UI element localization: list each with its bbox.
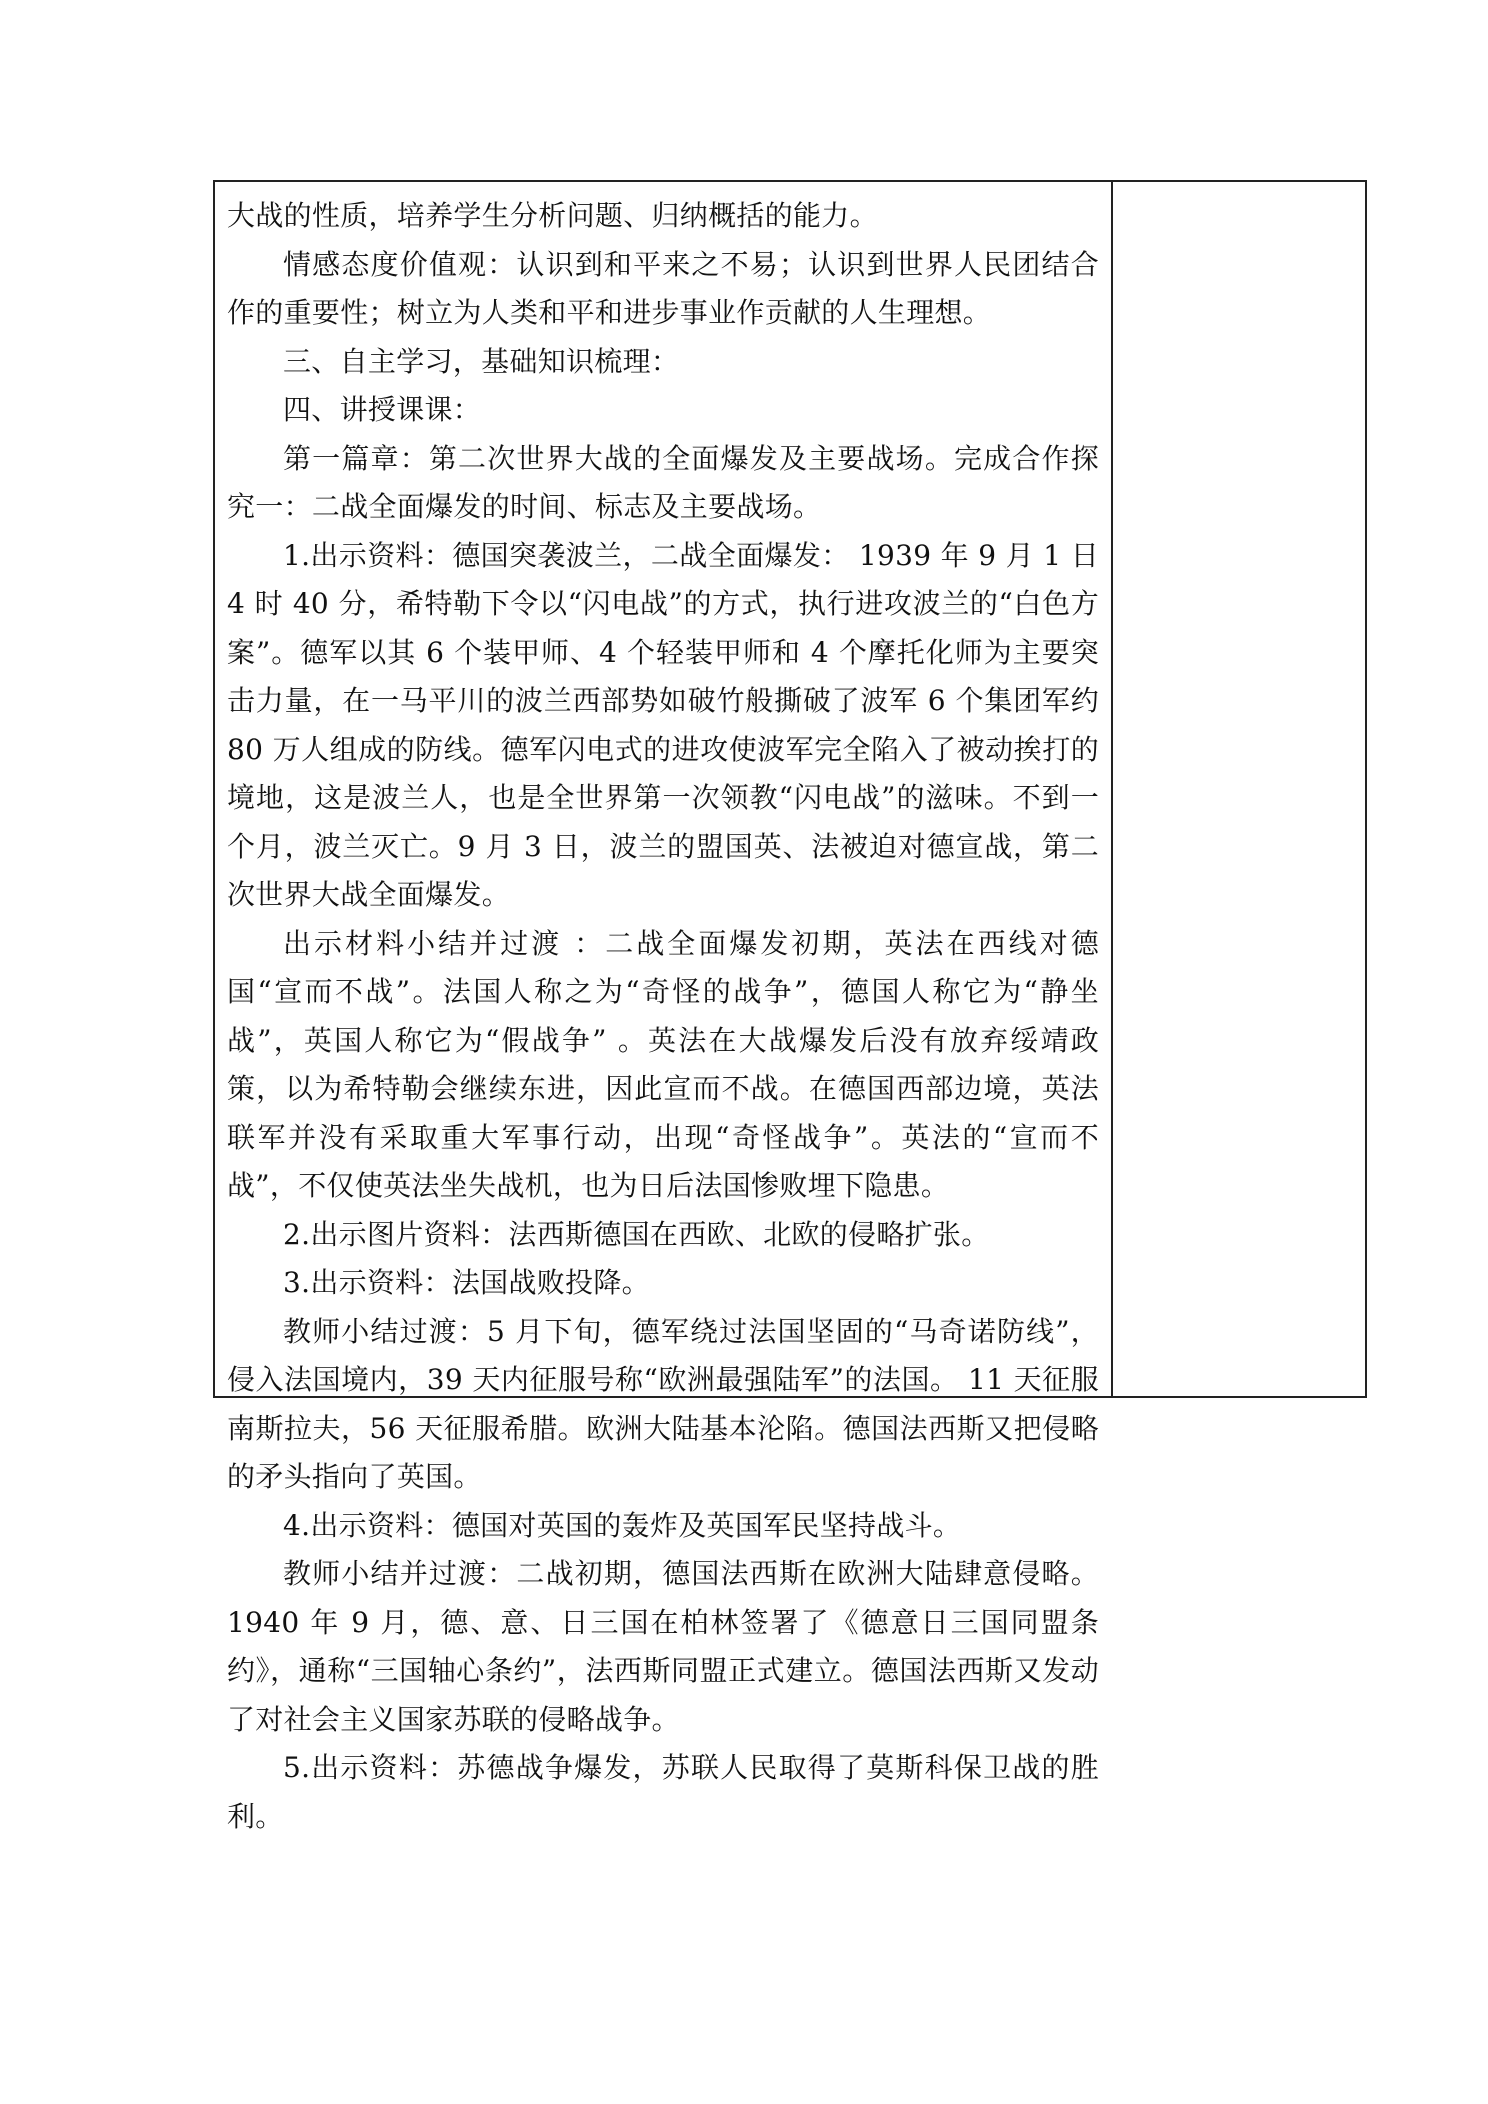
lesson-paragraph: 四、讲授课课： bbox=[283, 393, 482, 426]
lesson-paragraph: 第一篇章：第二次世界大战的全面爆发及主要战场。完成合作探究一：二战全面爆发的时间、标志及主要战场。 bbox=[227, 441, 1099, 523]
lesson-paragraph: 教师小结过渡：5 月下旬，德军绕过法国坚固的“马奇诺防线”，侵入法国境内，39 天内征服号称“欧洲最强陆军”的法国。 11 天征服南斯拉夫，56 天征服希腊。欧洲大陆基本沦陷。德国法西斯又把侵略的矛头指向了英国。 bbox=[227, 1314, 1099, 1493]
lesson-paragraph: 4.出示资料：德国对英国的轰炸及英国军民坚持战斗。 bbox=[283, 1508, 962, 1542]
lesson-paragraph: 情感态度价值观：认识到和平来之不易；认识到世界人民团结合作的重要性；树立为人类和平和进步事业作贡献的人生理想。 bbox=[227, 247, 1099, 329]
lesson-paragraph: 3.出示资料：法国战败投降。 bbox=[283, 1266, 650, 1299]
lesson-paragraph: 教师小结并过渡：二战初期，德国法西斯在欧洲大陆肆意侵略。1940 年 9 月，德、意、日三国在柏林签署了《德意日三国同盟条约》，通称“三国轴心条约”，法西斯同盟正式建立。德国法西斯又发动了对社会主义国家苏联的侵略战争。 bbox=[227, 1557, 1099, 1736]
lesson-paragraph: 1.出示资料：德国突袭波兰，二战全面爆发： 1939 年 9 月 1 日 4 时 40 分，希特勒下令以“闪电战”的方式，执行进攻波兰的“白色方案”。德军以其 6 个装甲师、4 个轻装甲师和 4 个摩托化师为主要突击力量，在一马平川的波兰西部势如破竹般撕破了波军 6 个集团军约 80 万人组成的防线。德军闪电式的进攻使波军完全陷入了被动挨打的境地，这是波兰人，也是全世界第一次领教“闪电战”的滋味。不到一个月，波兰灭亡。9 月 3 日，波兰的盟国英、法被迫对德宣战，第二次世界大战全面爆发。 bbox=[227, 538, 1109, 911]
lesson-paragraph: 大战的性质，培养学生分析问题、归纳概括的能力。 bbox=[227, 199, 878, 232]
lesson-paragraph: 2.出示图片资料：法西斯德国在西欧、北欧的侵略扩张。 bbox=[283, 1217, 990, 1251]
lesson-paragraph: 5.出示资料：苏德战争爆发，苏联人民取得了莫斯科保卫战的胜利。 bbox=[227, 1751, 1099, 1833]
lesson-plan-table bbox=[213, 180, 1367, 1833]
lesson-paragraph: 三、自主学习，基础知识梳理： bbox=[283, 344, 680, 378]
notes-cell bbox=[1113, 182, 1365, 1396]
lesson-paragraph: 出示材料小结并过渡 ：二战全面爆发初期，英法在西线对德国“宣而不战”。法国人称之为“奇怪的战争”，德国人称它为“静坐战”，英国人称它为“假战争” 。英法在大战爆发后没有放弃绥靖政策，以为希特勒会继续东进，因此宣而不战。在德国西部边境，英法联军并没有采取重大军事行动，出现“奇怪战争”。英法的“宣而不战”，不仅使英法坐失战机，也为日后法国惨败埋下隐患。 bbox=[227, 926, 1099, 1202]
lesson-content-cell bbox=[215, 182, 1113, 1833]
